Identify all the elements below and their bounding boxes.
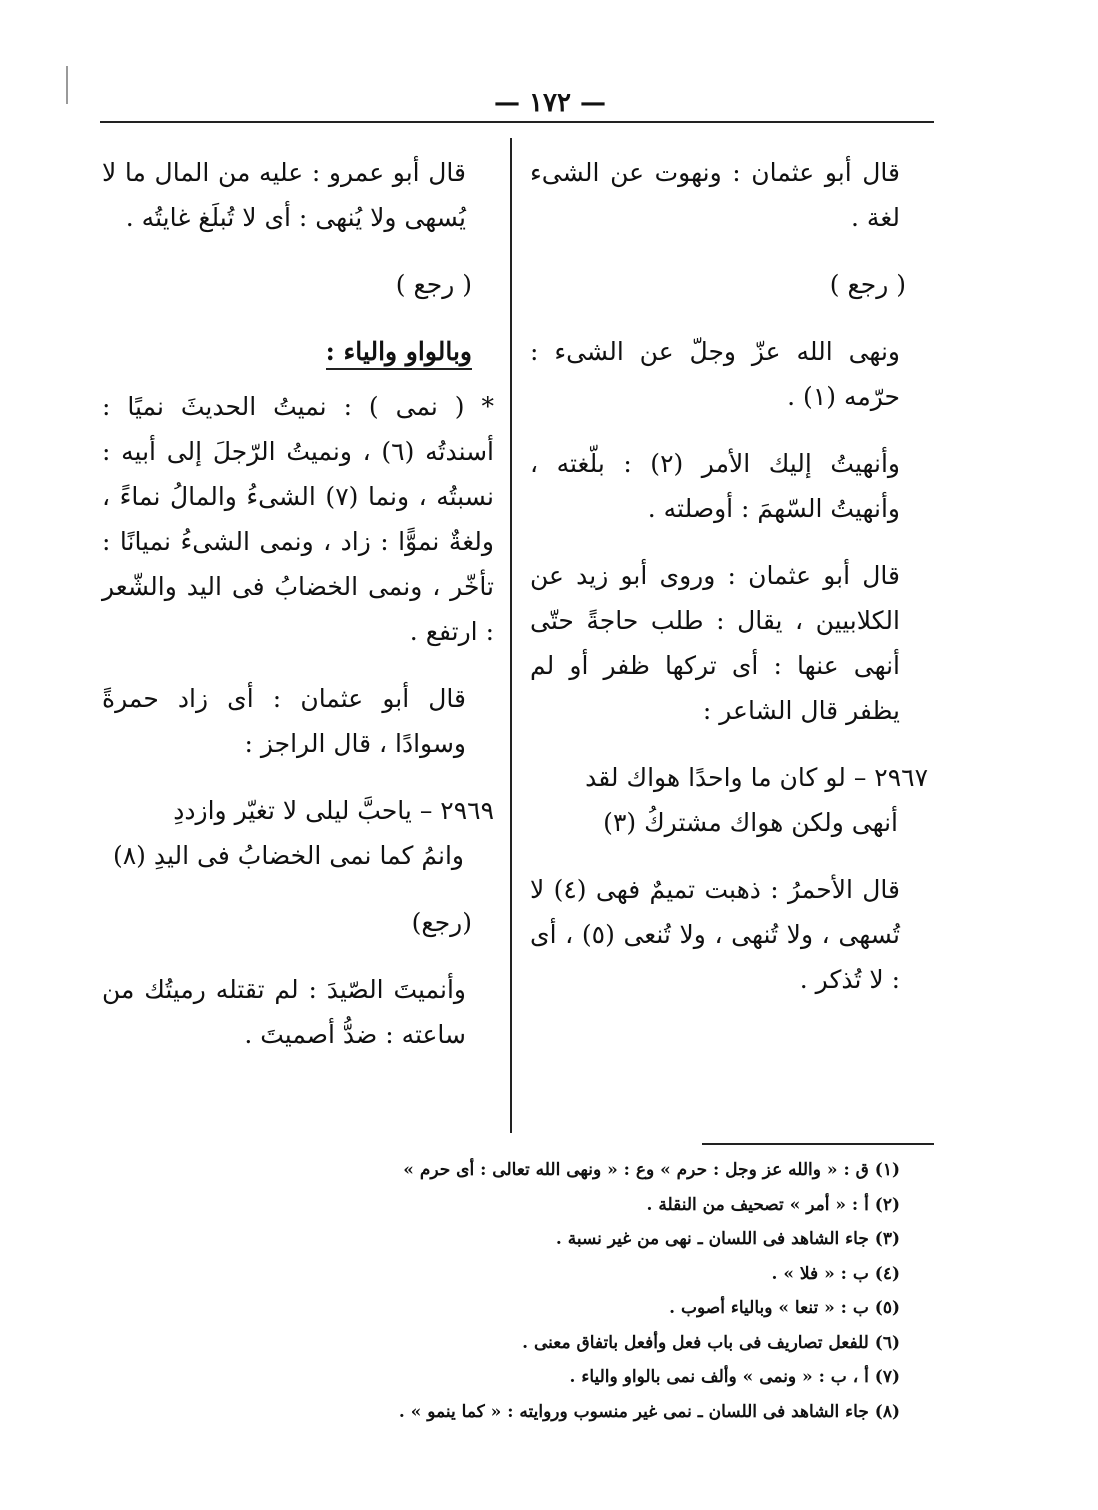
footnote-rule <box>702 1143 934 1145</box>
section-heading <box>102 329 494 374</box>
right-column <box>530 150 928 1024</box>
paragraph: قال أبو عثمان : أى زاد حمرةً وسوادًا ، قال الراجز : <box>102 684 466 758</box>
paragraph: وأنهيتُ إليك الأمر (٢) : بلّغته ، وأنهيتُ السّهمَ : أوصلته . <box>530 449 900 523</box>
reference-mark: ( رجع ) <box>829 270 906 299</box>
footnote: (٢) أ : « أمر » تصحيف من النقلة . <box>646 1194 900 1215</box>
footnote: (٥) ب : « تنعا » وبالياء أصوب . <box>669 1298 900 1318</box>
footnote: (١) ق : « والله عز وجل : حرم » وع : « ونهى الله تعالى : أى حرم » <box>403 1160 900 1180</box>
footnote: (٦) للفعل تصاريف فى باب فعل وأفعل باتفاق معنى . <box>522 1332 900 1353</box>
verse-line-1: ٢٩٦٧ – لو كان ما واحدًا هواك لقد <box>585 763 928 792</box>
paragraph: قال أبو عمرو : عليه من المال ما لا يُسهى ولا يُنهى : أى لا تُبلَغ غايتُه . <box>102 158 466 232</box>
margin-mark <box>66 66 68 104</box>
verse-line-2: وانمُ كما نمى الخضابُ فى اليدِ (٨) <box>112 841 464 870</box>
paragraph: قال أبو عثمان : ونهوت عن الشىء لغة . <box>530 158 900 232</box>
footnote: (٤) ب : « فلا » . <box>771 1263 900 1284</box>
verse <box>530 755 928 845</box>
paragraph: ونهى الله عزّ وجلّ عن الشىء : حرّمه (١) . <box>530 337 900 411</box>
footnote: (٨) جاء الشاهد فى اللسان ـ نمى غير منسوب وروايته : « كما ينمو » . <box>398 1401 900 1422</box>
header-rule <box>100 121 934 123</box>
reference-mark: (رجع) <box>411 908 472 937</box>
page-number: — ١٧٢ — <box>493 88 607 118</box>
footnote: (٧) أ ، ب : « ونمى » وألف نمى بالواو والياء . <box>569 1367 900 1387</box>
paragraph: قال أبو عثمان : وروى أبو زيد عن الكلابيين ، يقال : طلب حاجةً حتّى أنهى عنها : أى تركها ظفر أو لم يظفر قال الشاعر : <box>530 561 900 725</box>
verse <box>102 788 494 878</box>
section-heading-text: وبالواو والياء : <box>326 337 472 370</box>
footnotes <box>300 1153 900 1429</box>
verse-line-1: ٢٩٦٩ – ياحبَّ ليلى لا تغيّر وازددِ <box>173 796 494 825</box>
paragraph: * ( نمى ) : نميتُ الحديثَ نميًا : أسندتُه (٦) ، ونميتُ الرّجلَ إلى أبيه : نسبتُه ، ونما (٧) الشىءُ والمالُ نماءً ، ولغةٌ نموًّا : زاد ، ونمى الشىءُ نميانًا : تأخّر ، ونمى الخضابُ فى اليد والشّعر : ارتفع . <box>102 392 495 646</box>
column-divider <box>510 138 512 1133</box>
verse-line-2: أنهى ولكن هواك مشتركُ (٣) <box>603 808 898 837</box>
reference-mark: ( رجع ) <box>395 270 472 299</box>
left-column <box>102 150 494 1079</box>
footnote: (٣) جاء الشاهد فى اللسان ـ نهى من غير نسبة . <box>555 1229 900 1249</box>
paragraph: قال الأحمرُ : ذهبت تميمٌ فهى (٤) لا تُسهى ، ولا تُنهى ، ولا تُنعى (٥) ، أى : لا تُذكر . <box>530 875 900 994</box>
paragraph: وأنميتَ الصّيدَ : لم تقتله رميتُك من ساعته : ضدُّ أصميتَ . <box>102 975 466 1049</box>
